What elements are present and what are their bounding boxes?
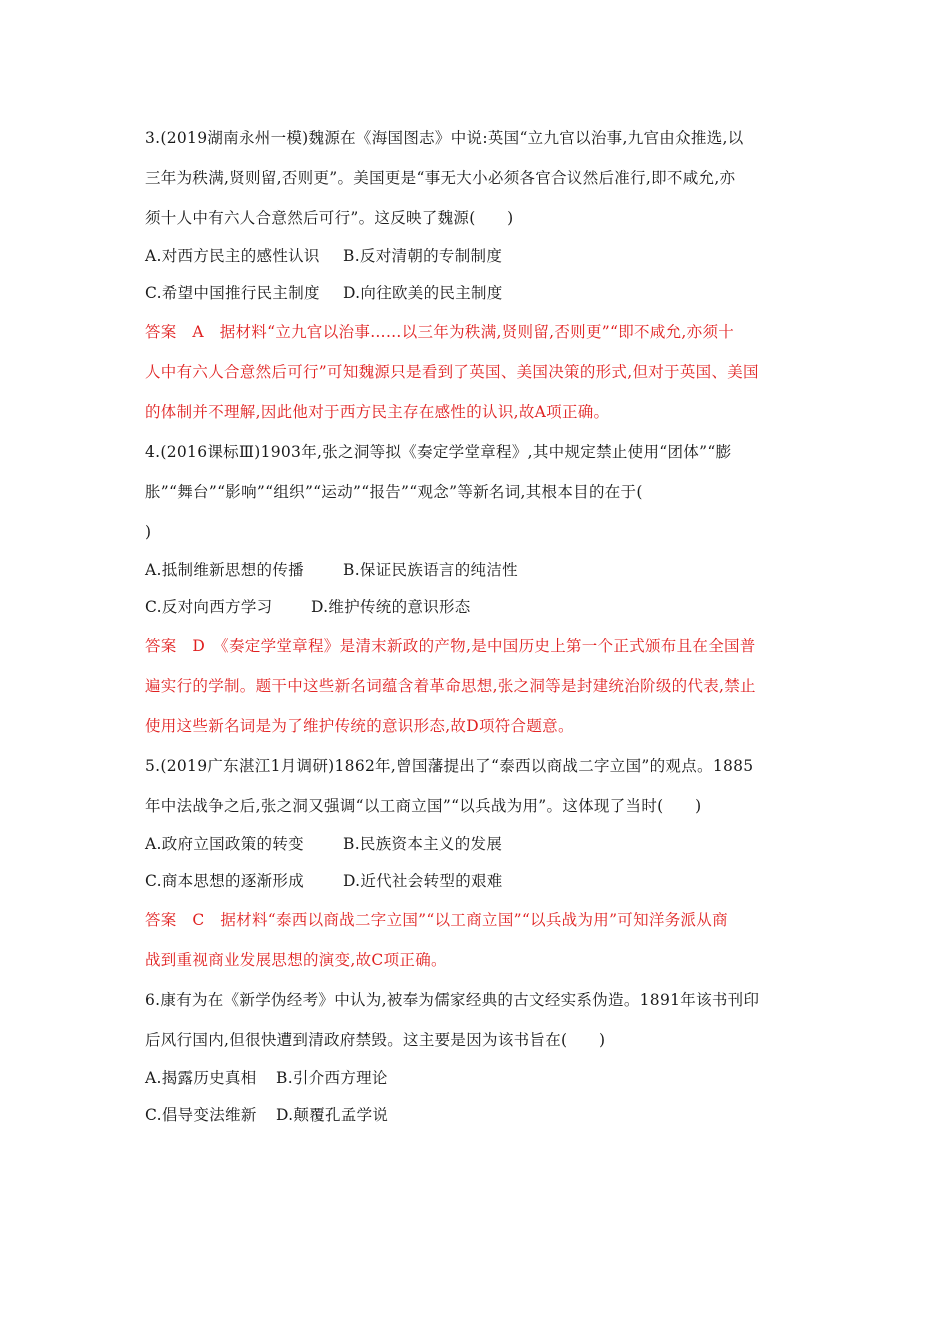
option-d: D.维护传统的意识形态 (311, 598, 471, 616)
answer-line: 答案 C 据材料“泰西以商战二字立国”“以工商立国”“以兵战为用”可知洋务派从商 (145, 911, 728, 929)
question-stem-line: 4.(2016课标Ⅲ)1903年,张之洞等拟《奏定学堂章程》,其中规定禁止使用“团体”“膨 (145, 443, 732, 461)
options-row (145, 552, 810, 589)
options-row (145, 1060, 810, 1097)
document-page (145, 118, 810, 1134)
option-b: B.引介西方理论 (276, 1069, 388, 1087)
options-row (145, 589, 810, 626)
question-stem-line: 后风行国内,但很快遭到清政府禁毁。这主要是因为该书旨在( ) (145, 1031, 606, 1049)
options-row (145, 238, 810, 275)
option-d: D.向往欧美的民主制度 (343, 284, 503, 302)
option-c: C.反对向西方学习 (145, 598, 273, 616)
options-row (145, 1097, 810, 1134)
question-3 (145, 118, 810, 432)
answer-line: 使用这些新名词是为了维护传统的意识形态,故D项符合题意。 (145, 717, 574, 735)
option-a: A.政府立国政策的转变 (145, 835, 304, 853)
answer-line: 战到重视商业发展思想的演变,故C项正确。 (145, 951, 447, 969)
option-b: B.反对清朝的专制制度 (343, 247, 503, 265)
option-c: C.商本思想的逐渐形成 (145, 872, 305, 890)
question-stem-line: 6.康有为在《新学伪经考》中认为,被奉为儒家经典的古文经实系伪造。1891年该书刊印 (145, 991, 760, 1009)
question-stem-line: 三年为秩满,贤则留,否则更”。美国更是“事无大小必须各官合议然后准行,即不咸允,亦 (145, 169, 736, 187)
answer-line: 的体制并不理解,因此他对于西方民主存在感性的认识,故A项正确。 (145, 403, 610, 421)
question-stem-line: 胀”“舞台”“影响”“组织”“运动”“报告”“观念”等新名词,其根本目的在于( (145, 483, 643, 501)
question-stem-line: 5.(2019广东湛江1月调研)1862年,曾国藩提出了“泰西以商战二字立国”的观点。1885 (145, 757, 754, 775)
option-a: A.对西方民主的感性认识 (145, 247, 320, 265)
option-a: A.抵制维新思想的传播 (145, 561, 304, 579)
question-6 (145, 980, 810, 1134)
question-4 (145, 432, 810, 746)
answer-line: 遍实行的学制。题干中这些新名词蕴含着革命思想,张之洞等是封建统治阶级的代表,禁止 (145, 677, 756, 695)
option-c: C.希望中国推行民主制度 (145, 284, 320, 302)
option-c: C.倡导变法维新 (145, 1106, 257, 1124)
question-stem-line: 3.(2019湖南永州一模)魏源在《海国图志》中说:英国“立九官以治事,九官由众推选,以 (145, 129, 744, 147)
answer-line: 答案 A 据材料“立九官以治事……以三年为秩满,贤则留,否则更”“即不咸允,亦须十 (145, 323, 735, 341)
question-stem-line: 须十人中有六人合意然后可行”。这反映了魏源( ) (145, 209, 514, 227)
question-stem-line: 年中法战争之后,张之洞又强调“以工商立国”“以兵战为用”。这体现了当时( ) (145, 797, 702, 815)
question-5 (145, 746, 810, 980)
option-b: B.保证民族语言的纯洁性 (343, 561, 518, 579)
options-row (145, 826, 810, 863)
answer-line: 人中有六人合意然后可行”可知魏源只是看到了英国、美国决策的形式,但对于英国、美国 (145, 363, 759, 381)
answer-line: 答案 D 《奏定学堂章程》是清末新政的产物,是中国历史上第一个正式颁布且在全国普 (145, 637, 756, 655)
option-d: D.近代社会转型的艰难 (343, 872, 503, 890)
question-stem-line: ) (145, 523, 152, 541)
options-row (145, 275, 810, 312)
option-b: B.民族资本主义的发展 (343, 835, 503, 853)
option-d: D.颠覆孔孟学说 (276, 1106, 389, 1124)
option-a: A.揭露历史真相 (145, 1069, 257, 1087)
options-row (145, 863, 810, 900)
